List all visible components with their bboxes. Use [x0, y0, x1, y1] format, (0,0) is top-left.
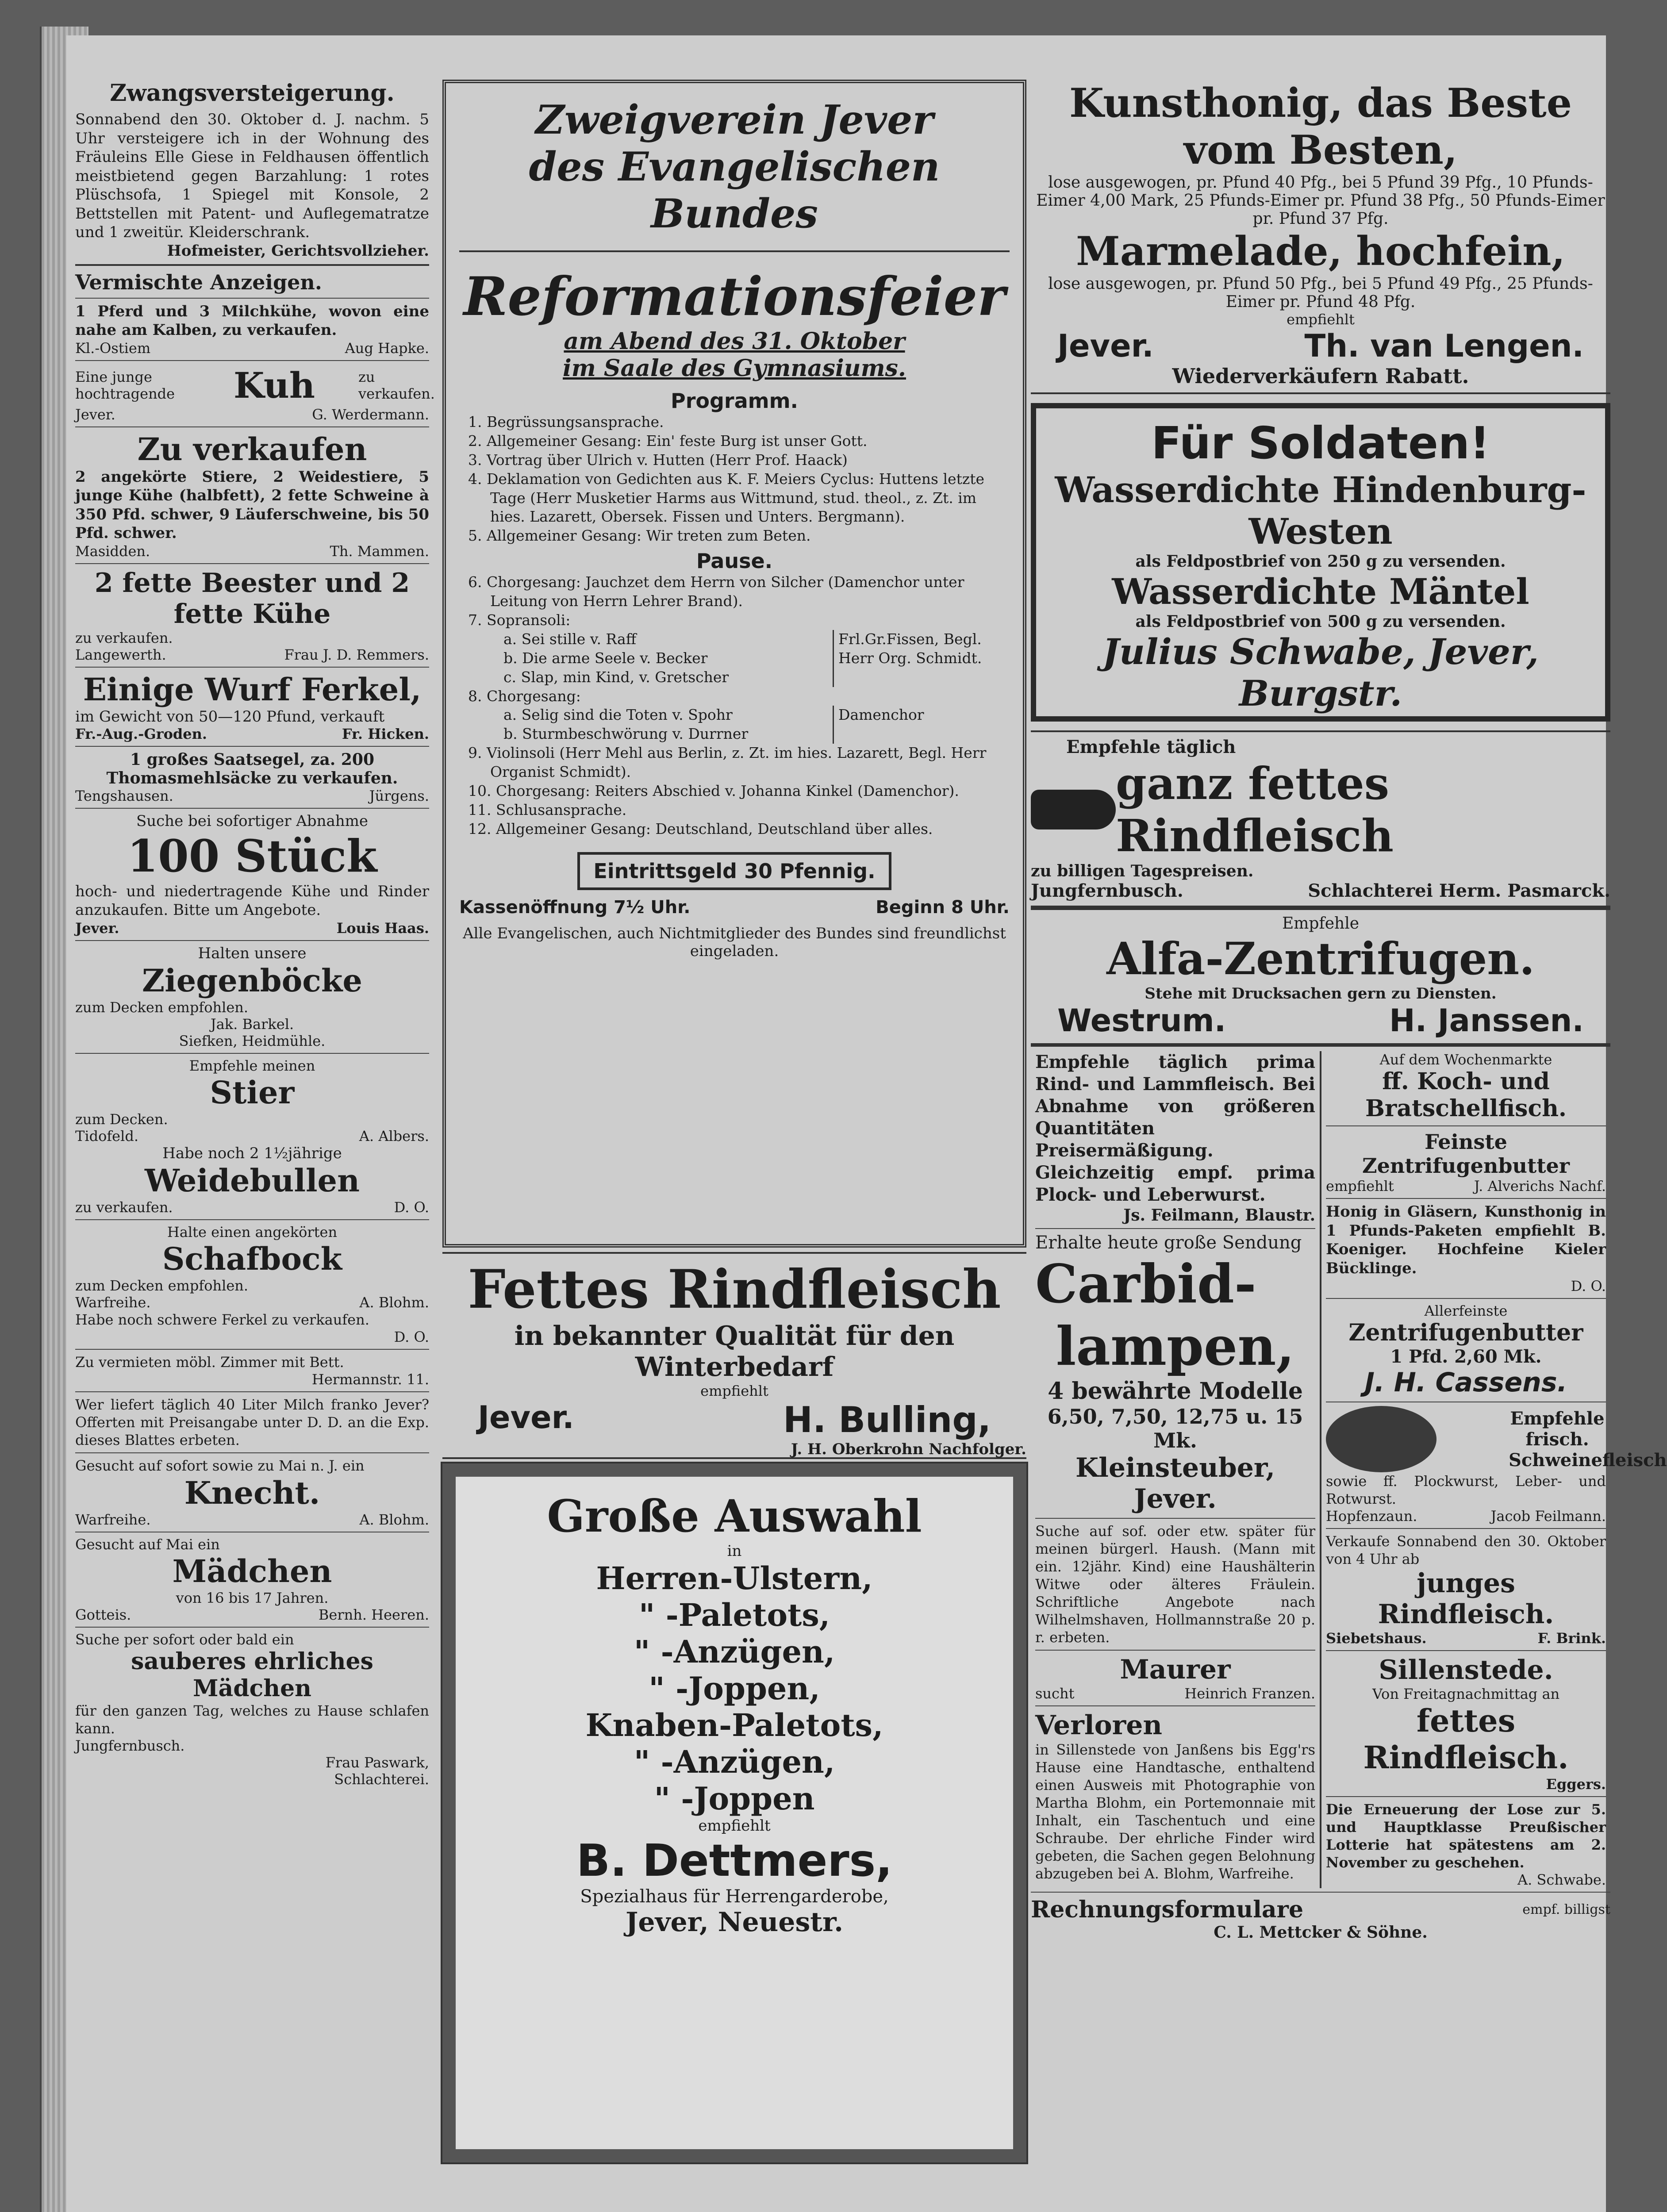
program-item: 2. Allgemeiner Gesang: Ein' feste Burg ist unser Gott.: [468, 432, 868, 449]
sopran-perf: Frl.Gr.Fissen, Begl. Herr Org. Schmidt.: [833, 630, 1010, 687]
westen-title: Wasserdichte Hindenburg-Westen: [1055, 469, 1586, 552]
ware-item: " -Joppen,: [649, 1670, 820, 1707]
auswahl-in: in: [727, 1542, 742, 1560]
knecht-title: Knecht.: [184, 1474, 320, 1511]
ware-item: " -Anzügen,: [634, 1743, 835, 1780]
ferkel-body: im Gewicht von 50—120 Pfund, verkauft: [75, 707, 385, 726]
chor-item: a. Selig sind die Toten v. Spohr: [503, 706, 733, 724]
maurer-title: Maurer: [1120, 1654, 1231, 1685]
column-left: [75, 80, 435, 2212]
program-item: 4. Deklamation von Gedichten aus K. F. Meiers Cyclus: Huttens letzte Tage (Herr Musketier Harms aus Wittmund, stud. theol., z. Zt. im hies. Lazarett, Obersek. Fissen und Unters. Bergmann).: [468, 470, 985, 526]
markt-line: Auf dem Wochenmarkte: [1379, 1051, 1552, 1068]
pferd-place: Kl.-Ostiem: [75, 339, 151, 357]
janssen-name: H. Janssen.: [1389, 1002, 1584, 1039]
knecht-place: Warfreihe.: [75, 1511, 151, 1528]
ziegen-title: Ziegenböcke: [142, 962, 362, 999]
ziegen-sig1: Jak. Barkel.: [210, 1015, 294, 1033]
kuh-left: Eine junge hochtragende: [75, 368, 175, 402]
lotterie-ad: Die Erneuerung der Lose zur 5. und Hauptklasse Preußischer Lotterie hat spätestens am 2. November zu geschehen.: [1326, 1801, 1606, 1871]
program-item: 6. Chorgesang: Jauchzet dem Herrn von Silcher (Damenchor unter Leitung von Herrn Lehrer Brand).: [468, 573, 964, 610]
dettmers-ad: [442, 1463, 1026, 2162]
bulling-ad: [442, 1258, 1026, 1458]
program-item: 9. Violinsoli (Herr Mehl aus Berlin, z. Zt. im hies. Lazarett, Begl. Herr Organist Schmidt).: [468, 744, 987, 781]
lengen-town: Jever.: [1057, 328, 1154, 364]
knecht-name: A. Blohm.: [359, 1511, 429, 1528]
chor-item: b. Sturmbeschwörung v. Durrner: [503, 725, 749, 743]
schaf-name: A. Blohm.: [359, 1294, 429, 1311]
program-item: 10. Chorgesang: Reiters Abschied v. Johanna Kinkel (Damenchor).: [468, 782, 959, 800]
pferd-name: Aug Hapke.: [345, 339, 429, 357]
program-item: 11. Schlusansprache.: [468, 801, 627, 818]
stueck-name: Louis Haas.: [336, 919, 429, 937]
dettmers-name: B. Dettmers,: [576, 1835, 893, 1886]
waren-list: [469, 1560, 1000, 1817]
kasse-line: Kassenöffnung 7½ Uhr.: [459, 897, 691, 918]
program-item: 12. Allgemeiner Gesang: Deutschland, Deutschland über alles.: [468, 820, 933, 837]
marmelade-title: Marmelade, hochfein,: [1076, 228, 1565, 275]
zwang-title: Zwangsversteigerung.: [110, 80, 395, 107]
alfa-empf: Empfehle: [1282, 914, 1360, 933]
program-list-1: [459, 413, 1010, 545]
beginn-line: Beginn 8 Uhr.: [876, 897, 1010, 918]
preise-line: 6,50, 7,50, 12,75 u. 15 Mk.: [1047, 1405, 1303, 1452]
eintritt-box: Eintrittsgeld 30 Pfennig.: [577, 852, 891, 890]
lengen-name: Th. van Lengen.: [1304, 328, 1584, 364]
program-item: 3. Vortrag über Ulrich v. Hutten (Herr Prof. Haack): [468, 451, 848, 469]
sill-title: Sillenstede.: [1379, 1655, 1553, 1686]
dettmers-addr: Jever, Neuestr.: [626, 1907, 843, 1938]
column-right: [1031, 80, 1667, 2212]
habe-line: Habe noch 2 1½jährige: [162, 1144, 342, 1162]
rechnung-title: Rechnungsformulare: [1031, 1896, 1304, 1923]
suche-line: Suche bei sofortiger Abnahme: [136, 812, 369, 830]
maentel-line: als Feldpostbrief von 500 g zu versenden.: [1135, 612, 1506, 631]
bulling-town: Jever.: [478, 1399, 574, 1436]
schaf-title: Schafbock: [162, 1240, 342, 1277]
stier-place: Tidofeld.: [75, 1127, 138, 1144]
jr-title: junges Rindfleisch.: [1378, 1568, 1554, 1630]
ware-item: Knaben-Paletots,: [585, 1707, 883, 1743]
program-item: 1. Begrüssungsansprache.: [468, 413, 664, 430]
westrum-town: Westrum.: [1057, 1002, 1226, 1039]
mettcker-name: C. L. Mettcker & Söhne.: [1214, 1923, 1428, 1942]
reform-place: im Saale des Gymnasiums.: [563, 355, 906, 382]
honig-ad: Honig in Gläsern, Kunsthonig in 1 Pfunds-Paketen empfiehlt B. Koeniger. Hochfeine Kieler Bücklinge.: [1326, 1203, 1606, 1277]
sauber-place: Jungfernbusch.: [75, 1737, 185, 1754]
jr-name: F. Brink.: [1537, 1630, 1606, 1647]
ferkel-name: Fr. Hicken.: [342, 725, 429, 742]
rechnung-empf: empf. billigst: [1522, 1902, 1610, 1917]
maedchen-name: Bernh. Heeren.: [318, 1606, 429, 1623]
sopran-item: c. Slap, min Kind, v. Gretscher: [503, 668, 729, 686]
zwang-body: Sonnabend den 30. Oktober d. J. nachm. 5 Uhr versteigere ich in der Wohnung des Fräuleins Elle Giese in Feldhausen öffentlich meistbietend gegen Barzahlung: 1 rotes Plüschsofa, 1 Spiegel mit Konsole, 2 Bettstellen mit Patent- und Auflegematratze und 1 zweitür. Kleiderschrank.: [75, 111, 429, 241]
stueck-body: hoch- und niedertragende Kühe und Rinder anzukaufen. Bitte um Angebote.: [75, 882, 429, 919]
schaf-place: Warfreihe.: [75, 1294, 151, 1311]
sopran-item: b. Die arme Seele v. Becker: [503, 649, 708, 667]
sauber-body: für den ganzen Tag, welches zu Hause schlafen kann.: [75, 1702, 429, 1737]
schwein-title: Empfehle frisch. Schweinefleisch: [1509, 1408, 1667, 1471]
schaf2-sig: D. O.: [394, 1328, 429, 1345]
carbid-pre: Erhalte heute große Sendung: [1035, 1233, 1302, 1253]
qualitaet-line: in bekannter Qualität für den Winterbedarf: [514, 1321, 955, 1382]
taeglich-line: Empfehle täglich: [1066, 737, 1236, 757]
lengen-empf: empfiehlt: [1287, 311, 1355, 328]
ware-item: Herren-Ulstern,: [596, 1560, 873, 1597]
dettmers-spez: Spezialhaus für Herrengarderobe,: [580, 1886, 889, 1907]
kuh-right: zu verkaufen.: [358, 368, 435, 402]
zweig-line2: des Evangelischen Bundes: [529, 143, 940, 237]
milch-ad: Wer liefert täglich 40 Liter Milch franko Jever? Offerten mit Preisangabe unter D. D. an die Exp. dieses Blattes erbeten.: [75, 1396, 429, 1448]
right-sub-right: [1320, 1051, 1667, 1888]
zweig-line1: Zweigverein Jever: [535, 96, 933, 143]
maedchen-title: Mädchen: [172, 1552, 332, 1590]
zimmer-addr: Hermannstr. 11.: [311, 1371, 429, 1388]
verm-title: Vermischte Anzeigen.: [75, 270, 322, 294]
stueck-place: Jever.: [75, 919, 119, 937]
pointing-hand-icon: [1031, 790, 1116, 830]
ziegen-sig2: Siefken, Heidmühle.: [179, 1032, 326, 1049]
koch-title: ff. Koch- und Bratschellfisch.: [1365, 1068, 1567, 1122]
verloren-body: in Sillenstede von Janßens bis Egg'rs Hause eine Handtasche, enthaltend einen Ausweis mit Photographie von Martha Blohm, ein Portemonnaie mit Inhalt, ein Taschentuch und eine Schraube. Der ehrliche Finder wird gebeten, die Sachen gegen Belohnung abzugeben bei A. Blohm, Warfreihe.: [1035, 1741, 1315, 1882]
pasmarck-place: Jungfernbusch.: [1031, 880, 1183, 901]
schwein-place: Hopfenzaun.: [1326, 1508, 1417, 1525]
pasmarck-name: Schlachterei Herm. Pasmarck.: [1308, 880, 1610, 901]
reformation-ad: [442, 80, 1026, 1248]
halten-line: Halten unsere: [198, 944, 307, 962]
weide-title: Weidebullen: [145, 1162, 360, 1199]
soldaten-title: Für Soldaten!: [1151, 417, 1490, 469]
alfa-title: Alfa-Zentrifugen.: [1106, 933, 1535, 985]
druck-line: Stehe mit Drucksachen gern zu Diensten.: [1145, 985, 1497, 1002]
gesucht2-line: Gesucht auf Mai ein: [75, 1536, 220, 1553]
weide-body: zu verkaufen.: [75, 1198, 173, 1216]
halte-line: Halte einen angekörten: [167, 1223, 338, 1240]
sill-sig: Eggers.: [1546, 1776, 1606, 1793]
sill-rind: fettes Rindfleisch.: [1363, 1702, 1569, 1776]
marmelade-body: lose ausgewogen, pr. Pfund 50 Pfg., bei 5 Pfund 49 Pfg., 25 Pfunds-Eimer pr. Pfund 48 Pfg.: [1048, 275, 1593, 311]
zentr-title: Zentrifugenbutter: [1348, 1319, 1583, 1346]
program-item: 5. Allgemeiner Gesang: Wir treten zum Beten.: [468, 527, 811, 545]
ware-item: " -Paletots,: [638, 1597, 830, 1633]
ware-item: " -Anzügen,: [634, 1633, 835, 1670]
alle-line: Alle Evangelischen, auch Nichtmitglieder des Bundes sind freundlichst eingeladen.: [463, 924, 1006, 960]
program-item: 7. Sopransoli:: [468, 611, 571, 629]
stier-name: A. Albers.: [359, 1127, 429, 1144]
modelle-line: 4 bewährte Modelle: [1048, 1378, 1303, 1405]
kunsthonig-title: Kunsthonig, das Beste vom Besten,: [1069, 80, 1572, 173]
maurer-name: Heinrich Franzen.: [1184, 1685, 1315, 1702]
pause-line: Pause.: [696, 549, 773, 573]
stier-title: Stier: [210, 1074, 295, 1111]
lotterie-sig: A. Schwabe.: [1517, 1871, 1606, 1888]
zuverk-title: Zu verkaufen: [137, 430, 367, 468]
dettmers-empf: empfiehlt: [698, 1817, 771, 1835]
beester-name: Frau J. D. Remmers.: [284, 646, 429, 663]
zwang-sig: Hofmeister, Gerichtsvollzieher.: [167, 242, 429, 260]
ferkel-title: Einige Wurf Ferkel,: [83, 671, 422, 708]
lampen-title: lampen,: [1056, 1315, 1295, 1378]
sauber-title: sauberes ehrliches Mädchen: [131, 1647, 373, 1702]
maurer-left: sucht: [1035, 1685, 1075, 1702]
beester-body: zu verkaufen.: [75, 629, 173, 646]
beester-place: Langewerth.: [75, 646, 166, 663]
honig-sig: D. O.: [1571, 1278, 1606, 1294]
schwabe-sig: Julius Schwabe, Jever, Burgstr.: [1102, 631, 1539, 714]
fettes-title: Fettes Rindfleisch: [468, 1258, 1001, 1321]
schwein-body: sowie ff. Plockwurst, Leber- und Rotwurst.: [1326, 1473, 1606, 1507]
bulling-name: H. Bulling,: [783, 1399, 991, 1440]
butter-empf: empfiehlt: [1326, 1178, 1394, 1194]
jr-place: Siebetshaus.: [1326, 1630, 1427, 1647]
verloren-title: Verloren: [1035, 1710, 1163, 1741]
maentel-title: Wasserdichte Mäntel: [1112, 571, 1529, 612]
rindfleisch-title: ganz fettes Rindfleisch: [1116, 757, 1394, 862]
soldaten-ad: [1031, 403, 1610, 722]
sopran-item: a. Sei stille v. Raff: [503, 630, 637, 648]
suche2-line: Suche per sofort oder bald ein: [75, 1631, 294, 1648]
reform-title: Reformationsfeier: [463, 265, 1006, 328]
stueck-title: 100 Stück: [127, 830, 377, 882]
schaf-body: zum Decken empfohlen.: [75, 1277, 249, 1294]
westen-line: als Feldpostbrief von 250 g zu versenden.: [1135, 552, 1506, 571]
sauber-name: Frau Paswark,: [325, 1754, 429, 1771]
haushaelterin-ad: Suche auf sof. oder etw. später für meinen bürgerl. Haush. (Mann mit ein. 12jähr. Kind) eine Haushälterin Witwe oder älteres Fräulein. Schriftliche Angebote nach Wilhelmshaven, Hollmannstraße 20 p. r. erbeten.: [1035, 1523, 1315, 1646]
pig-icon: [1326, 1406, 1437, 1472]
chor-list: [490, 706, 833, 744]
billig-line: zu billigen Tagespreisen.: [1031, 862, 1254, 880]
butter-title: Feinste Zentrifugenbutter: [1362, 1130, 1570, 1178]
maedchen-place: Gotteis.: [75, 1606, 131, 1623]
ziegen-body: zum Decken empfohlen.: [75, 998, 249, 1016]
sauber-role: Schlachterei.: [334, 1770, 429, 1788]
program-title: Programm.: [671, 389, 798, 413]
carbid-title: Carbid-: [1035, 1253, 1256, 1315]
program-list-3: [459, 744, 1010, 838]
column-middle: [442, 80, 1026, 2212]
bulling-empf: empfiehlt: [700, 1382, 768, 1399]
stier-body: zum Decken.: [75, 1110, 168, 1128]
kuh-word: Kuh: [233, 364, 315, 406]
ferkel-place: Fr.-Aug.-Groden.: [75, 725, 207, 742]
empf-line: Empfehle meinen: [189, 1057, 315, 1074]
schwein-name: Jacob Feilmann.: [1490, 1508, 1606, 1525]
program-list-2: [459, 573, 1010, 630]
allerf-line: Allerfeinste: [1424, 1302, 1508, 1319]
maedchen-body: von 16 bis 17 Jahren.: [176, 1589, 329, 1606]
right-sub-left: [1031, 1051, 1320, 1888]
beester-title: 2 fette Beester und 2 fette Kühe: [94, 567, 410, 630]
lamm-ad: Empfehle täglich prima Rind- und Lammfleisch. Bei Abnahme von größeren Quantitäten Preisermäßigung. Gleichzeitig empf. prima Plock- und Leberwurst.: [1035, 1052, 1315, 1205]
verkaufe-line: Verkaufe Sonnabend den 30. Oktober von 4 Uhr ab: [1326, 1533, 1606, 1567]
lamm-sig: Js. Feilmann, Blaustr.: [1123, 1206, 1315, 1225]
zuverk-place: Masidden.: [75, 542, 150, 560]
rabatt-line: Wiederverkäufern Rabatt.: [1172, 364, 1469, 388]
kuh-name: G. Werdermann.: [312, 406, 429, 423]
weide-sig: D. O.: [394, 1198, 429, 1216]
sill-body: Von Freitagnachmittag an: [1372, 1686, 1560, 1702]
saat-place: Tengshausen.: [75, 787, 173, 804]
zimmer-ad: Zu vermieten möbl. Zimmer mit Bett.: [75, 1353, 344, 1371]
zuverk-name: Th. Mammen.: [330, 542, 429, 560]
kunsthonig-body: lose ausgewogen, pr. Pfund 40 Pfg., bei 5 Pfund 39 Pfg., 10 Pfunds-Eimer 4,00 Mark, 25 Pfunds-Eimer pr. Pfund 38 Pfg., 50 Pfunds-Eimer pr. Pfund 37 Pfg.: [1036, 173, 1605, 228]
kuh-place: Jever.: [75, 406, 115, 423]
reform-date: am Abend des 31. Oktober: [564, 328, 905, 355]
ware-item: " -Joppen: [654, 1780, 815, 1817]
butter-name: J. Alverichs Nachf.: [1474, 1178, 1606, 1194]
pferd-ad: 1 Pferd und 3 Milchkühe, wovon eine nahe am Kalben, zu verkaufen.: [75, 302, 429, 339]
saat-ad: 1 großes Saatsegel, za. 200 Thomasmehlsäcke zu verkaufen.: [106, 750, 398, 787]
auswahl-title: Große Auswahl: [547, 1490, 922, 1542]
sopran-list: [490, 630, 833, 687]
schaf2-body: Habe noch schwere Ferkel zu verkaufen.: [75, 1311, 369, 1328]
saat-name: Jürgens.: [369, 787, 429, 804]
program-item-8: 8. Chorgesang:: [468, 687, 581, 705]
chor-perf: Damenchor: [833, 706, 1010, 744]
gesucht-line: Gesucht auf sofort sowie zu Mai n. J. ein: [75, 1457, 365, 1474]
pfd-line: 1 Pfd. 2,60 Mk.: [1390, 1346, 1542, 1367]
kleinsteuber-sig: Kleinsteuber, Jever.: [1075, 1452, 1275, 1514]
zuverk-body: 2 angekörte Stiere, 2 Weidestiere, 5 junge Kühe (halbfett), 2 fette Schweine à 350 Pfd. schwer, 9 Läuferschweine, bis 50 Pfd. schwer.: [75, 468, 429, 542]
cassens-name: J. H. Cassens.: [1364, 1367, 1567, 1398]
bulling-nachf: J. H. Oberkrohn Nachfolger.: [791, 1440, 1026, 1458]
